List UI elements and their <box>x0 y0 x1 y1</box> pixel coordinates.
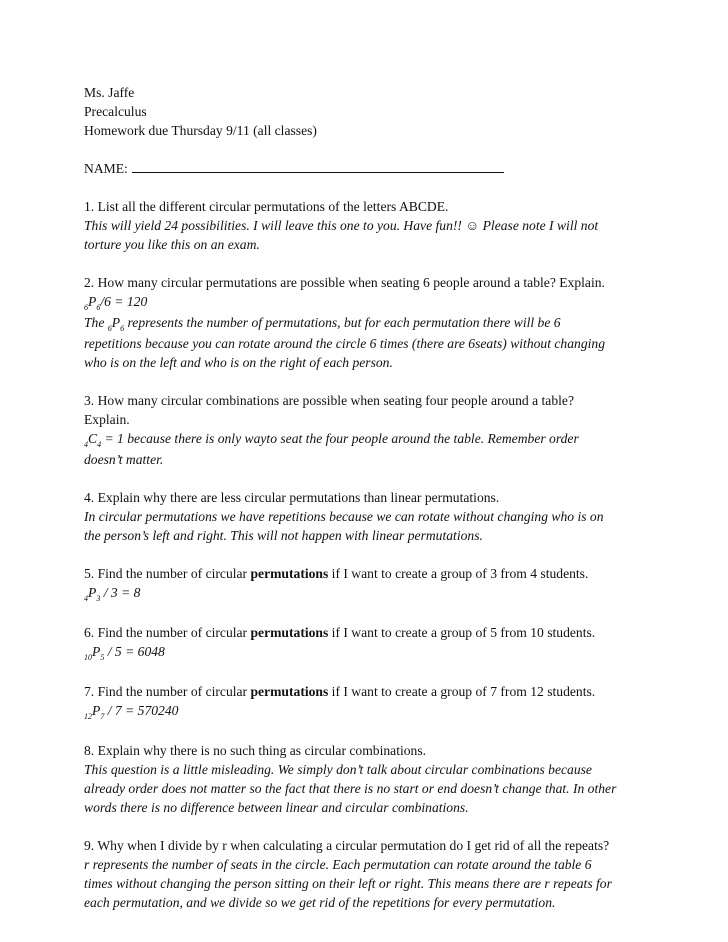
q9-answer-line-1: r represents the number of seats in the circle. Each permutation can rotate around the table 6 <box>84 857 592 872</box>
question-text: if I want to create a group of 3 from 4 students. <box>328 566 589 581</box>
q8-answer-line-3: words there is no difference between linear and circular combinations. <box>84 800 469 815</box>
q4-answer-line-2: the person’s left and right. This will not happen with linear permutations. <box>84 528 483 543</box>
q3-answer-line-1 <box>84 429 644 450</box>
q8-question: 8. Explain why there is no such thing as circular combinations. <box>84 743 427 758</box>
question-text: if I want to create a group of 5 from 10 students. <box>328 625 596 640</box>
q2-answer-line-2: repetitions because you can rotate around the circle 6 times (there are 6seats) without changing <box>84 336 605 351</box>
q2-formula <box>84 292 644 313</box>
teacher-name: Ms. Jaffe <box>84 85 135 100</box>
subscript-n: 4 <box>84 594 88 603</box>
answer-text: represents the number of permutations, but for each permutation there will be 6 <box>124 315 561 330</box>
comb-symbol: C <box>88 431 98 446</box>
name-label: NAME: <box>84 161 128 176</box>
perm-symbol: P <box>88 294 97 309</box>
subscript-n: 10 <box>84 653 92 662</box>
question-text: 5. Find the number of circular <box>84 566 251 581</box>
name-blank-line <box>132 159 504 173</box>
subscript-r: 7 <box>100 712 105 721</box>
perm-symbol: P <box>92 703 101 718</box>
q2-question: 2. How many circular permutations are possible when seating 6 people around a table? Explain. <box>84 275 605 290</box>
q9-question: 9. Why when I divide by r when calculating a circular permutation do I get rid of all the repeats? <box>84 838 610 853</box>
q5-answer <box>84 583 644 604</box>
question-text: 7. Find the number of circular <box>84 684 251 699</box>
perm-symbol: P <box>92 644 101 659</box>
q5-question <box>84 564 644 583</box>
q7-question <box>84 682 644 701</box>
q4-question: 4. Explain why there are less circular permutations than linear permutations. <box>84 490 500 505</box>
assignment-title: Homework due Thursday 9/11 (all classes) <box>84 123 317 138</box>
question-text: 6. Find the number of circular <box>84 625 251 640</box>
answer-text: = 1 because there is only wayto seat the four people around the table. Remember order <box>101 431 579 446</box>
q3-question-line-2: Explain. <box>84 412 130 427</box>
answer-text: / 5 = 6048 <box>104 644 165 659</box>
q2-answer-line-1 <box>84 313 644 334</box>
subscript-r: 5 <box>100 653 105 662</box>
q6-answer <box>84 642 644 663</box>
q3-question-line-1: 3. How many circular combinations are possible when seating four people around a table? <box>84 393 574 408</box>
worksheet-content <box>84 83 644 912</box>
q1-answer-line-1: This will yield 24 possibilities. I will leave this one to you. Have fun!! ☺ Please note I will not <box>84 218 599 233</box>
answer-text: / 3 = 8 <box>100 585 141 600</box>
answer-text: / 7 = 570240 <box>104 703 179 718</box>
q3-answer-line-2: doesn’t matter. <box>84 452 164 467</box>
q2-answer-line-3: who is on the left and who is on the right of each person. <box>84 355 393 370</box>
course-name: Precalculus <box>84 104 147 119</box>
subscript-n: 12 <box>84 712 92 721</box>
q1-answer-line-2: torture you like this on an exam. <box>84 237 260 252</box>
q7-answer <box>84 701 644 722</box>
q9-answer-line-3: each permutation, and we divide so we get rid of the repetitions for every permutation. <box>84 895 556 910</box>
subscript-n: 6 <box>84 303 88 312</box>
name-row <box>84 159 644 178</box>
q9-answer-line-2: times without changing the person sitting on their left or right. This means there are r repeats for <box>84 876 612 891</box>
perm-symbol: P <box>88 585 97 600</box>
emphasis-word: permutations <box>250 566 329 581</box>
subscript-r: 4 <box>97 440 102 449</box>
q8-answer-line-2: already order does not matter so the fact that there is no start or end doesn’t change that. In other <box>84 781 617 796</box>
subscript-n: 6 <box>107 324 112 333</box>
answer-text: The <box>84 315 108 330</box>
subscript-r: 3 <box>96 594 101 603</box>
subscript-r: 6 <box>96 303 101 312</box>
q4-answer-line-1: In circular permutations we have repetitions because we can rotate without changing who is on <box>84 509 604 524</box>
perm-symbol: P <box>111 315 121 330</box>
subscript-n: 4 <box>84 440 88 449</box>
q1-question: 1. List all the different circular permutations of the letters ABCDE. <box>84 199 449 214</box>
emphasis-word: permutations <box>250 684 329 699</box>
q6-question <box>84 623 644 642</box>
subscript-r: 6 <box>120 324 125 333</box>
emphasis-word: permutations <box>250 625 329 640</box>
formula-result: /6 = 120 <box>100 294 148 309</box>
q8-answer-line-1: This question is a little misleading. We simply don’t talk about circular combinations because <box>84 762 592 777</box>
question-text: if I want to create a group of 7 from 12 students. <box>328 684 596 699</box>
